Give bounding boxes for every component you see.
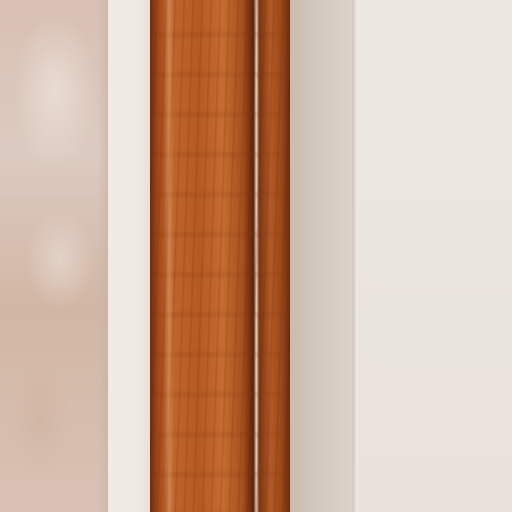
plain-wall-right — [358, 0, 512, 512]
shadow-band — [290, 0, 358, 512]
wood-highlight — [164, 0, 174, 512]
textured-wall-left — [0, 0, 108, 512]
white-frame-strip — [108, 0, 152, 512]
